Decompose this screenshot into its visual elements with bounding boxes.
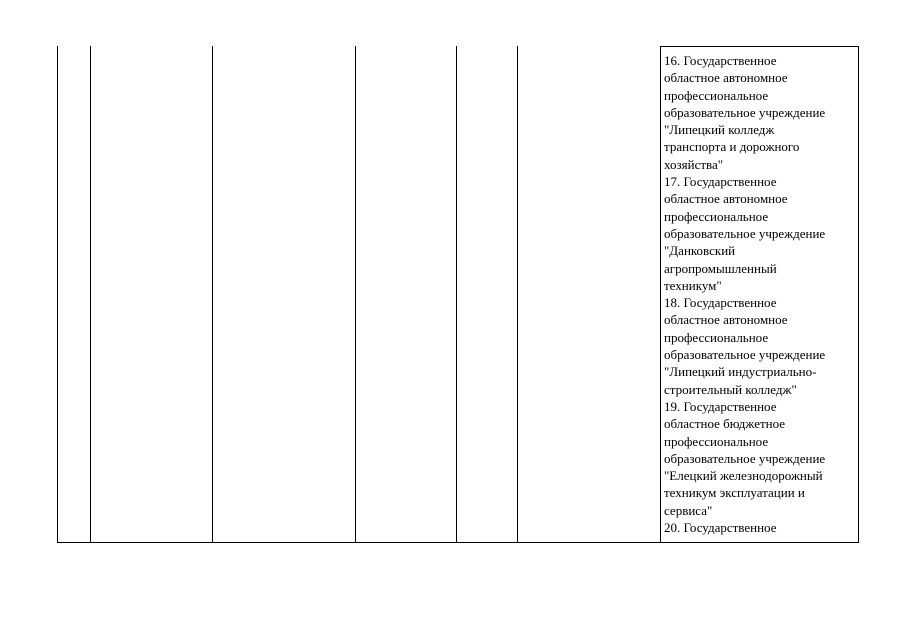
table-column-border — [456, 46, 457, 543]
table-column-border — [90, 46, 91, 543]
organizations-list-text: 16. Государственное областное автономное профессиональное образовательное учреждение "Липецкий колледж транспорта и дорожного хозяйства" 17. Государственное областное автономное профессиональное образовательное учреждение "Данковский агропромышленный техникум" 18. Государственное областное автономное профессиональное образовательное учреждение "Липецкий индустриально- строительный колледж" 19. Государственное областное бюджетное профессиональное образовательное учреждение "Елецкий железнодорожный техникум эксплуатации и сервиса" 20. Государственное — [664, 53, 826, 536]
table-column-border — [355, 46, 356, 543]
table-column-border — [517, 46, 518, 543]
table-column-border — [57, 46, 58, 543]
table-column-border — [212, 46, 213, 543]
table-bottom-border — [57, 542, 859, 543]
